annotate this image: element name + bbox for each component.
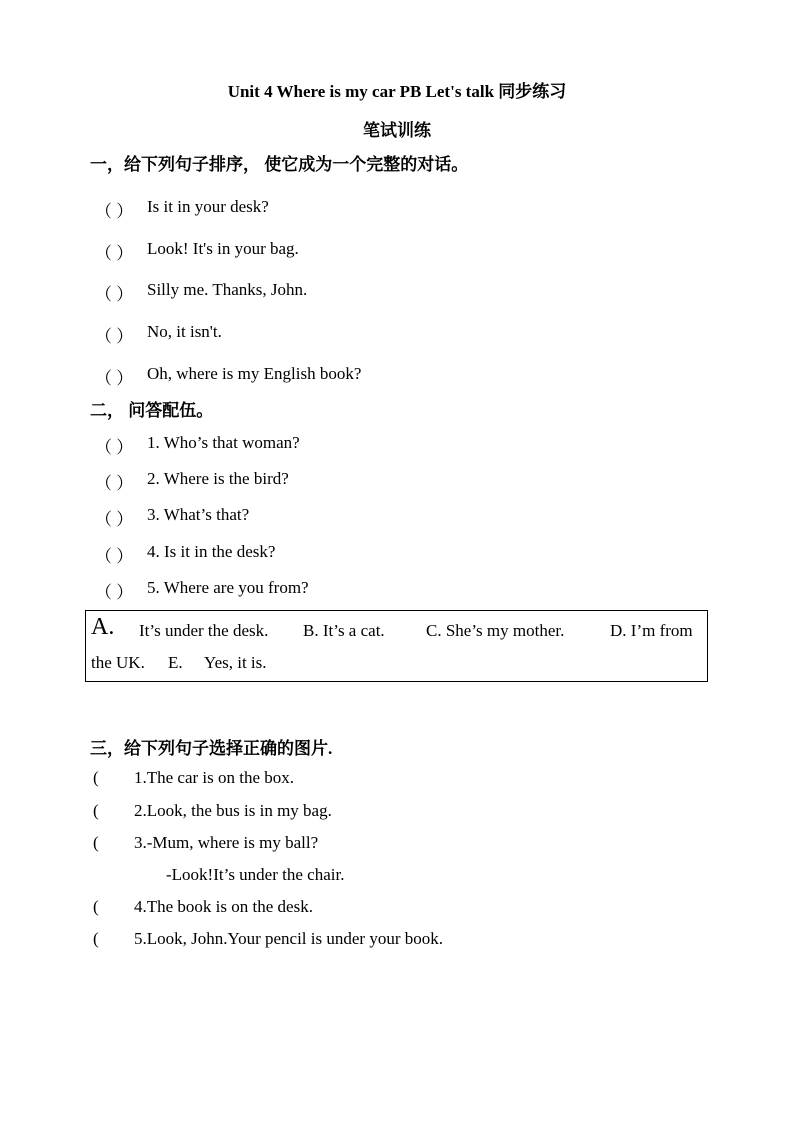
answer-c: C. She’s my mother. (426, 621, 565, 640)
section1-item-3: Silly me. Thanks, John. (147, 280, 308, 299)
section3-item-4: 4.The book is on the desk. (134, 897, 313, 916)
page-title: Unit 4 Where is my car PB Let's talk 同步练习 (227, 82, 567, 101)
section2-item-5: 5. Where are you from? (147, 578, 309, 597)
section2-heading: 二， 问答配伍。 (90, 401, 214, 420)
section1-item-2: Look! It's in your bag. (147, 239, 299, 258)
section2-paren-4[interactable]: （ ） (95, 547, 134, 566)
answer-d: D. I’m from (610, 621, 693, 640)
section1-paren-5[interactable]: （ ） (95, 369, 134, 388)
section2-paren-3[interactable]: （ ） (95, 510, 134, 529)
section2-item-3: 3. What’s that? (147, 505, 250, 524)
section3-paren-2[interactable]: ( (93, 801, 99, 820)
section3-item-3: 3.-Mum, where is my ball? (134, 833, 319, 852)
answer-a-text: It’s under the desk. (139, 621, 269, 640)
answer-e: E. (168, 653, 183, 672)
section3-paren-1[interactable]: ( (93, 768, 99, 787)
answer-e-text: Yes, it is. (204, 653, 267, 672)
section3-paren-3[interactable]: ( (93, 833, 99, 852)
section2-item-2: 2. Where is the bird? (147, 469, 289, 488)
section2-item-4: 4. Is it in the desk? (147, 542, 276, 561)
section1-paren-3[interactable]: （ ） (95, 285, 134, 304)
section3-item-3-reply: -Look!It’s under the chair. (166, 865, 345, 884)
page-subtitle: 笔试训练 (363, 121, 431, 140)
section1-paren-1[interactable]: （ ） (95, 202, 134, 221)
section3-item-5: 5.Look, John.Your pencil is under your book. (134, 929, 443, 948)
section3-item-2: 2.Look, the bus is in my bag. (134, 801, 332, 820)
answer-d-continued: the UK. (91, 653, 145, 672)
section1-item-5: Oh, where is my English book? (147, 364, 362, 383)
section3-item-1: 1.The car is on the box. (134, 768, 295, 787)
section2-paren-2[interactable]: （ ） (95, 474, 134, 493)
section3-paren-4[interactable]: ( (93, 897, 99, 916)
section2-item-1: 1. Who’s that woman? (147, 433, 300, 452)
section1-item-1: Is it in your desk? (147, 197, 269, 216)
section2-paren-5[interactable]: （ ） (95, 583, 134, 602)
answer-a-letter: A. (91, 614, 115, 640)
section1-heading: 一，给下列句子排序， 使它成为一个完整的对话。 (90, 155, 469, 174)
section1-paren-4[interactable]: （ ） (95, 327, 134, 346)
section1-paren-2[interactable]: （ ） (95, 244, 134, 263)
section3-heading: 三，给下列句子选择正确的图片. (90, 739, 333, 758)
section1-item-4: No, it isn't. (147, 322, 222, 341)
section3-paren-5[interactable]: ( (93, 929, 99, 948)
section2-paren-1[interactable]: （ ） (95, 438, 134, 457)
answer-b: B. It’s a cat. (303, 621, 385, 640)
